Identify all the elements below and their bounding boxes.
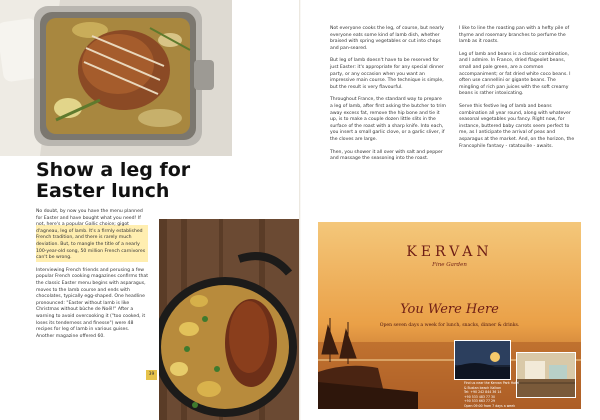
restaurant-advert [318,222,581,409]
article-paragraph: Serve this festive leg of lamb and beans combination all year round, along with whatever seasonal vegetables you fancy. Right now, for instance, buttered baby carrots seem perfect to me, as I anticipate the arrival of peas and asparagus at the market. And, on the horizon, the Francophile fantasy - ratatouille - awaits. [459,103,575,149]
contact-line: Open 09:00 from 7 days a week [464,403,516,408]
page-number: 39 [146,370,157,380]
contact-line: Tel: +90 242 844 36 14 [464,390,502,395]
article-paragraph: Throughout France, the standard way to prepare a leg of lamb, after first asking the butcher to trim away excess fat, remove the hip bone and tie it up, is to make a couple dozen little slits in the surface of the roast with a sharp knife. Into each, you insert a small garlic clove, or a garlic sliver, if the cloves are large. [330,97,446,142]
article-paragraph: Then, you shower it all over with salt and pepper and massage the seasoning into the roast. [330,149,443,162]
advert-headline: You Were Here [400,302,499,317]
advert-brand: KERVAN [406,244,493,260]
article-paragraph: Interviewing French friends and perusing a few popular French cooking magazines confirms that the classic Easter menu begins with asparagus, moves to the lamb course and ends with chocolates, typically egg-shaped. One headline pronounced: "Easter without lamb is like Christmas without bûche de Noël!" After a warning to avoid overcooking it ("too cooked, it loses its tenderness and finesse") were 48 recipes for leg of lamb in various guises. Another magazine offered 60. [36,267,149,339]
page-gutter [299,0,301,420]
article-title: Show a leg for Easter lunch [36,159,191,202]
contact-line: +90 533 483 77 30 [464,394,496,399]
advert-subtitle: Fine Garden [432,262,467,268]
roast-lamb-photo [0,0,232,156]
advert-inset-photo [454,340,511,380]
article-paragraph: I like to line the roasting pan with a hefty pile of thyme and rosemary branches to perfume the lamb as it roasts. [459,26,570,45]
advert-tagline: Open seven days a week for lunch, snacks, dinner & drinks. [379,323,520,328]
article-column-middle [330,26,446,169]
article-paragraph: Not everyone cooks the leg, of course, but nearly everyone eats some kind of lamb dish, whether braised with spring vegetables or cut into chops and pan-seared. [330,26,444,51]
advert-contact [464,381,524,409]
article-column-right [459,26,577,156]
lamb-pan-photo [159,219,299,420]
article-paragraph: Leg of lamb and beans is a classic combination, and I admire. In France, dried flageolet beans, small and pale green, are a common accompaniment; or fat dried white coco beans. I often use cannellini or gigante beans. The mingling of rich pan juices with the soft creamy beans is rather intoxicating. [459,51,571,97]
article-paragraph: But leg of lamb doesn't have to be reserved for just Easter: it's appropriate for any special dinner party, or any occasion when you want an impressive main course. The technique is simple, but the result is very flavourful. [330,58,444,90]
article-column-left [36,209,148,346]
article-paragraph: No doubt, by now you have the menu planned for Easter and have bought what you need! If not, here's a popular Gallic choice; gigot d'agneau, leg of lamb. It's a firmly established French tradition, and there is rarely much deviation. But, to mangle the title of a nearly 100-year-old song, 50 million French carnivores can't be wrong. [36,209,148,262]
contact-line: +90 533 663 77 29 [464,399,496,404]
advert-inset-photo [516,352,576,398]
contact-line: & Bustan beach Kalkan [464,385,501,390]
contact-line: Find us near the Kervan Park Hotel [464,381,520,385]
